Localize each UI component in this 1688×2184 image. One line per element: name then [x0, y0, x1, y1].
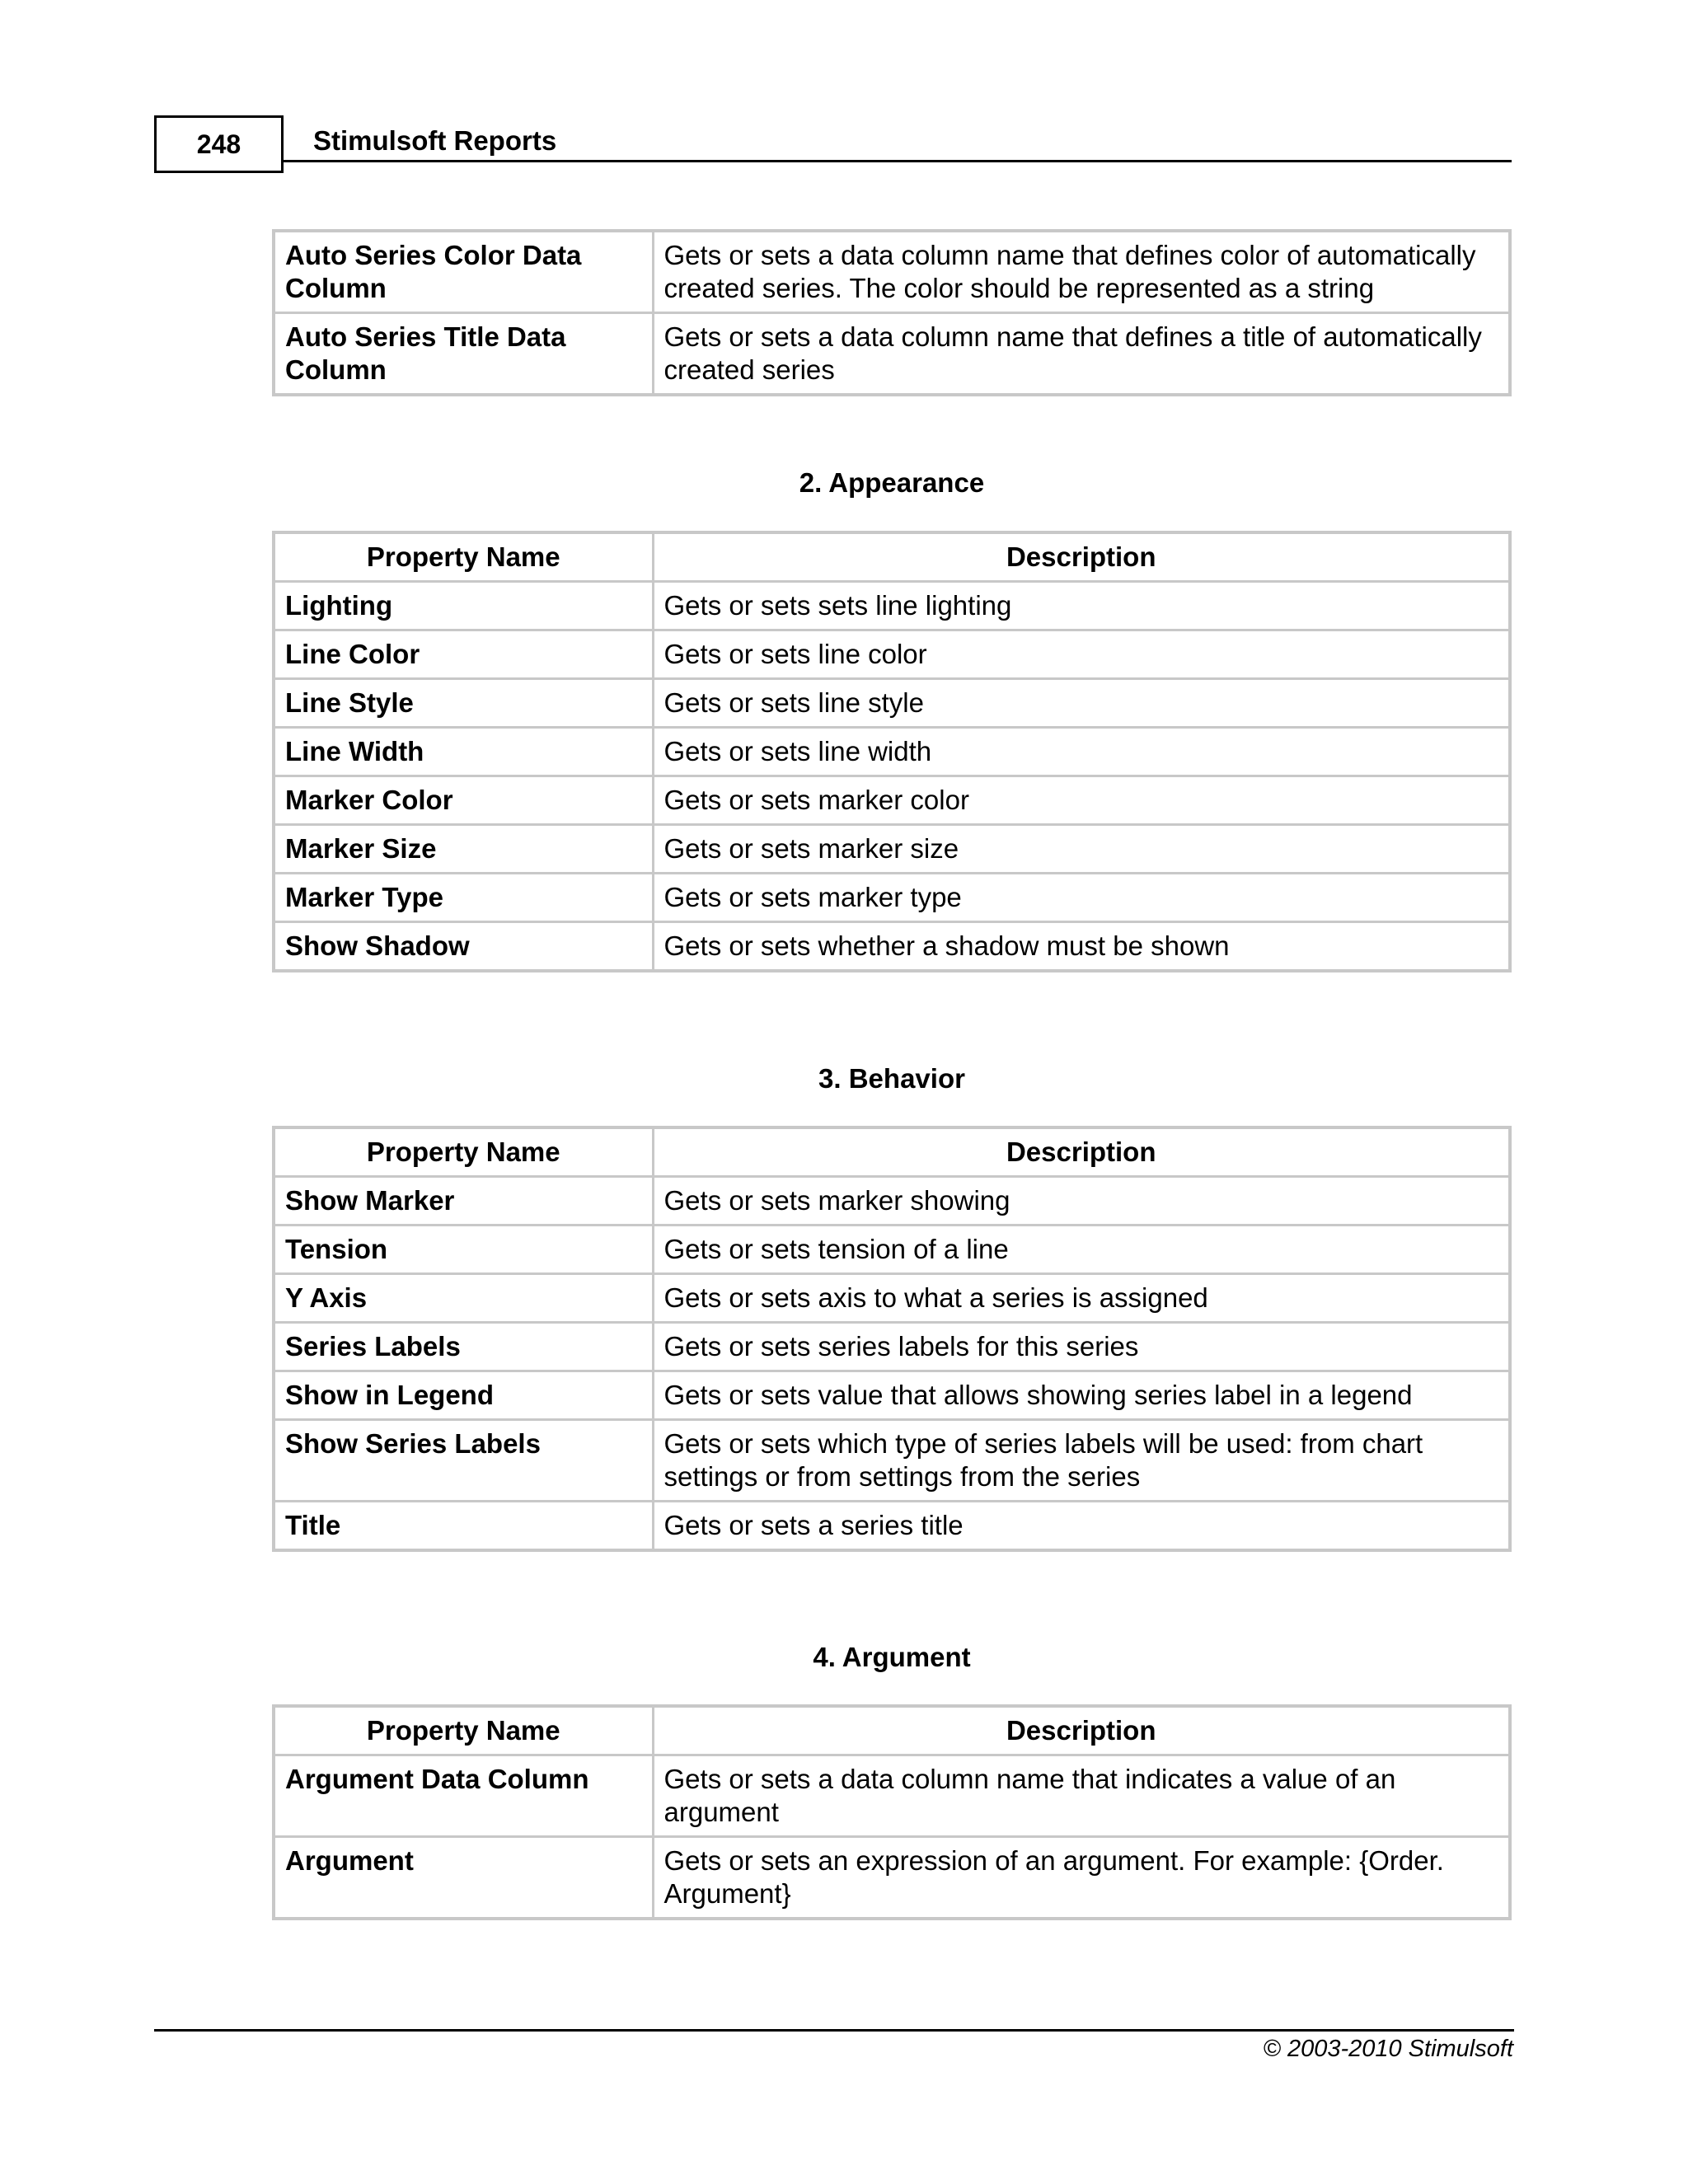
table-row [274, 1371, 1510, 1420]
table-row [274, 728, 1510, 776]
table-row [274, 776, 1510, 825]
property-description: Gets or sets marker size [653, 825, 1510, 874]
property-description: Gets or sets tension of a line [653, 1226, 1510, 1274]
section-title-appearance: 2. Appearance [799, 467, 985, 498]
table-row [274, 1323, 1510, 1371]
property-description: Gets or sets a data column name that indicates a value of an argument [653, 1755, 1510, 1837]
property-name: Marker Type [274, 874, 653, 922]
property-name: Y Axis [274, 1274, 653, 1323]
table-row [274, 1420, 1510, 1502]
property-description: Gets or sets marker showing [653, 1177, 1510, 1226]
column-header-property-name: Property Name [274, 1706, 653, 1755]
property-name: Line Style [274, 679, 653, 728]
column-header-description: Description [653, 532, 1510, 582]
header-rule [284, 160, 1512, 162]
table-row [274, 582, 1510, 630]
property-name: Auto Series Color Data Column [274, 231, 653, 313]
property-name: Line Color [274, 630, 653, 679]
continued-properties-table [272, 229, 1512, 396]
property-name: Lighting [274, 582, 653, 630]
table-row [274, 922, 1510, 972]
property-description: Gets or sets series labels for this series [653, 1323, 1510, 1371]
table-row [274, 1177, 1510, 1226]
table-header-row [274, 1127, 1510, 1177]
property-name: Auto Series Title Data Column [274, 313, 653, 396]
property-name: Marker Color [274, 776, 653, 825]
table-row [274, 1755, 1510, 1837]
property-name: Tension [274, 1226, 653, 1274]
property-description: Gets or sets sets line lighting [653, 582, 1510, 630]
property-description: Gets or sets a data column name that defines a title of automatically created series [653, 313, 1510, 396]
appearance-table [272, 531, 1512, 972]
column-header-property-name: Property Name [274, 1127, 653, 1177]
table-row [274, 1837, 1510, 1919]
property-description: Gets or sets line width [653, 728, 1510, 776]
property-description: Gets or sets an expression of an argument. For example: {Order. Argument} [653, 1837, 1510, 1919]
table-row [274, 1226, 1510, 1274]
footer-copyright: © 2003-2010 Stimulsoft [1263, 2036, 1513, 2062]
property-description: Gets or sets a data column name that defines color of automatically created series. The color should be represented as a string [653, 231, 1510, 313]
property-description: Gets or sets axis to what a series is assigned [653, 1274, 1510, 1323]
footer-rule [154, 2029, 1514, 2032]
property-name: Show Shadow [274, 922, 653, 972]
table-row [274, 874, 1510, 922]
argument-table [272, 1704, 1512, 1920]
table-row [274, 1274, 1510, 1323]
table-row [274, 231, 1510, 313]
table-row [274, 630, 1510, 679]
property-name: Argument [274, 1837, 653, 1919]
table-row [274, 825, 1510, 874]
property-name: Show in Legend [274, 1371, 653, 1420]
section-title-behavior: 3. Behavior [818, 1063, 965, 1094]
table-row [274, 679, 1510, 728]
property-name: Series Labels [274, 1323, 653, 1371]
column-header-description: Description [653, 1706, 1510, 1755]
property-name: Marker Size [274, 825, 653, 874]
property-description: Gets or sets line color [653, 630, 1510, 679]
property-name: Line Width [274, 728, 653, 776]
property-description: Gets or sets a series title [653, 1502, 1510, 1551]
running-header-title: Stimulsoft Reports [313, 125, 557, 156]
table-row [274, 1502, 1510, 1551]
page-number: 248 [154, 115, 284, 173]
property-description: Gets or sets whether a shadow must be shown [653, 922, 1510, 972]
property-description: Gets or sets value that allows showing series label in a legend [653, 1371, 1510, 1420]
property-description: Gets or sets which type of series labels will be used: from chart settings or from settings from the series [653, 1420, 1510, 1502]
property-description: Gets or sets marker color [653, 776, 1510, 825]
section-title-argument: 4. Argument [813, 1642, 971, 1672]
property-name: Show Marker [274, 1177, 653, 1226]
behavior-table [272, 1126, 1512, 1552]
column-header-property-name: Property Name [274, 532, 653, 582]
table-header-row [274, 1706, 1510, 1755]
table-header-row [274, 532, 1510, 582]
property-description: Gets or sets line style [653, 679, 1510, 728]
column-header-description: Description [653, 1127, 1510, 1177]
property-name: Argument Data Column [274, 1755, 653, 1837]
property-description: Gets or sets marker type [653, 874, 1510, 922]
property-name: Title [274, 1502, 653, 1551]
table-row [274, 313, 1510, 396]
property-name: Show Series Labels [274, 1420, 653, 1502]
